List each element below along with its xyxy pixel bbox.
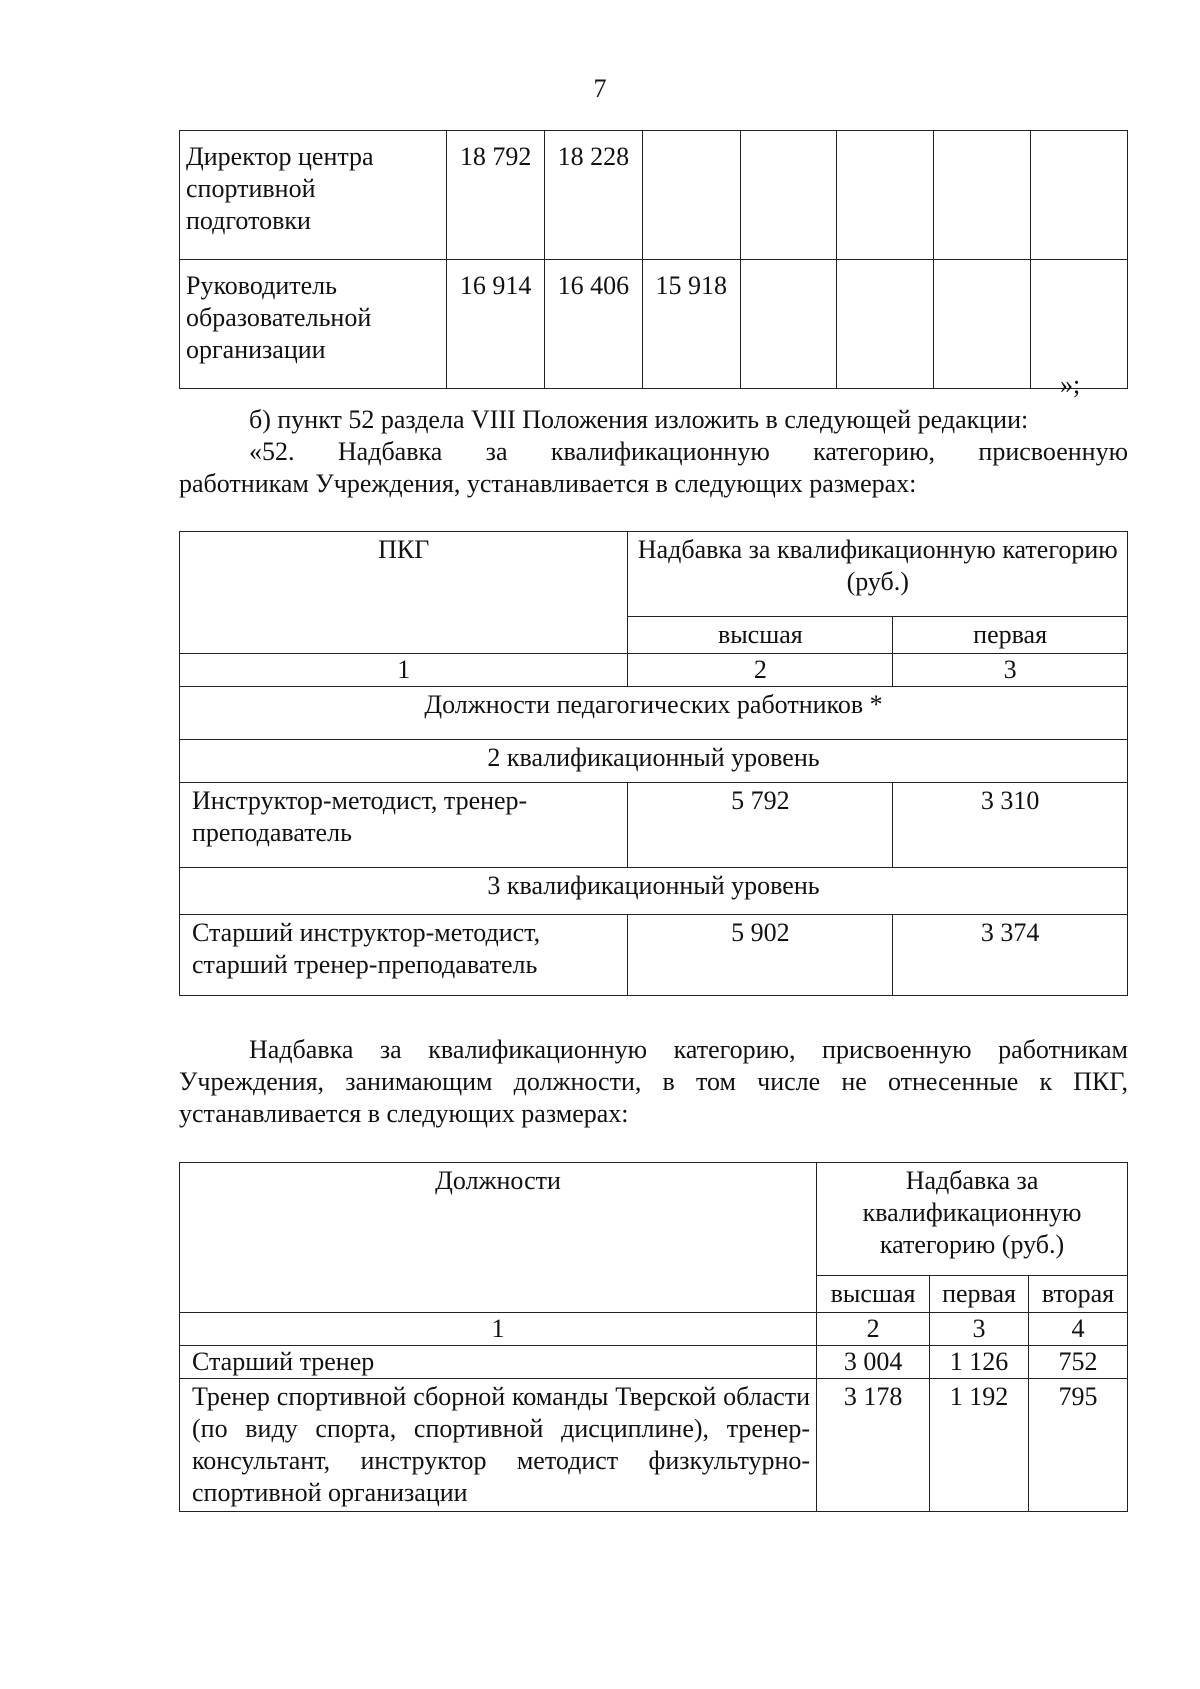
- position-name: Тренер спортивной сборной команды Тверской области (по виду спорта, спортивной дисциплине), тренер-консультант, инструктор методист физкультурно-спортивной организации: [180, 1379, 817, 1512]
- value-cell: 15 918: [642, 260, 740, 389]
- value-highest: 5 902: [628, 915, 893, 996]
- value-cell: [934, 260, 1031, 389]
- page-number: 7: [593, 74, 607, 103]
- table-row: [180, 783, 1128, 868]
- paragraph-positions: Надбавка за квалификационную категорию, присвоенную работникам Учреждения, занимающим должности, в том числе не отнесенные к ПКГ, устанавливается в следующих размерах:: [179, 1035, 1128, 1128]
- column-number: 3: [930, 1313, 1029, 1346]
- level-heading: 3 квалификационный уровень: [180, 868, 1128, 915]
- value-cell: [1031, 131, 1128, 260]
- position-name: Старший инструктор-методист, старший тренер-преподаватель: [180, 915, 628, 996]
- value-first: 1 126: [930, 1346, 1029, 1379]
- qualification-bonus-table: [179, 531, 1128, 996]
- subheader-second: вторая: [1029, 1276, 1128, 1313]
- value-second: 752: [1029, 1346, 1128, 1379]
- subheader-first: первая: [930, 1276, 1029, 1313]
- table-row: [180, 915, 1128, 996]
- value-first: 3 310: [893, 783, 1128, 868]
- value-cell: [740, 260, 837, 389]
- header-positions: Должности: [180, 1163, 817, 1313]
- value-cell: [934, 131, 1031, 260]
- header-bonus: Надбавка за квалификационную категорию (руб.): [817, 1163, 1128, 1276]
- value-cell: [837, 131, 934, 260]
- value-cell: [740, 131, 837, 260]
- value-highest: 3 178: [817, 1379, 930, 1512]
- value-highest: 5 792: [628, 783, 893, 868]
- position-name: Руководитель образовательной организации: [180, 260, 447, 389]
- subheader-highest: высшая: [817, 1276, 930, 1313]
- table-row: [180, 1379, 1128, 1512]
- value-cell: 18 228: [545, 131, 643, 260]
- value-cell: 16 406: [545, 260, 643, 389]
- column-number: 2: [817, 1313, 930, 1346]
- column-number: 1: [180, 654, 628, 687]
- value-second: 795: [1029, 1379, 1128, 1512]
- value-cell: 16 914: [447, 260, 545, 389]
- clause-52-line1: «52. Надбавка за квалификационную категорию, присвоенную: [249, 437, 1128, 466]
- table-row: [180, 1346, 1128, 1379]
- position-name: Старший тренер: [180, 1346, 817, 1379]
- value-cell: 18 792: [447, 131, 545, 260]
- table-row: [180, 131, 1128, 260]
- column-number: 3: [893, 654, 1128, 687]
- position-name: Инструктор-методист, тренер-преподаватель: [180, 783, 628, 868]
- header-pkg: ПКГ: [180, 532, 628, 654]
- amendment-paragraph: б) пункт 52 раздела VIII Положения изложить в следующей редакции:: [249, 405, 1029, 434]
- value-highest: 3 004: [817, 1346, 930, 1379]
- header-bonus: Надбавка за квалификационную категорию (руб.): [628, 532, 1128, 617]
- table-row: [180, 260, 1128, 389]
- subheader-highest: высшая: [628, 617, 893, 654]
- value-first: 1 192: [930, 1379, 1029, 1512]
- closing-quote: »;: [1060, 370, 1081, 399]
- level-heading: 2 квалификационный уровень: [180, 740, 1128, 783]
- value-cell: [837, 260, 934, 389]
- position-name: Директор центра спортивной подготовки: [180, 131, 447, 260]
- positions-bonus-table: [179, 1162, 1128, 1512]
- value-cell: [642, 131, 740, 260]
- value-first: 3 374: [893, 915, 1128, 996]
- column-number: 4: [1029, 1313, 1128, 1346]
- column-number: 1: [180, 1313, 817, 1346]
- salary-table-continuation: [179, 130, 1128, 389]
- column-number: 2: [628, 654, 893, 687]
- clause-52-line2: работникам Учреждения, устанавливается в следующих размерах:: [179, 469, 917, 498]
- section-title: Должности педагогических работников *: [180, 687, 1128, 740]
- subheader-first: первая: [893, 617, 1128, 654]
